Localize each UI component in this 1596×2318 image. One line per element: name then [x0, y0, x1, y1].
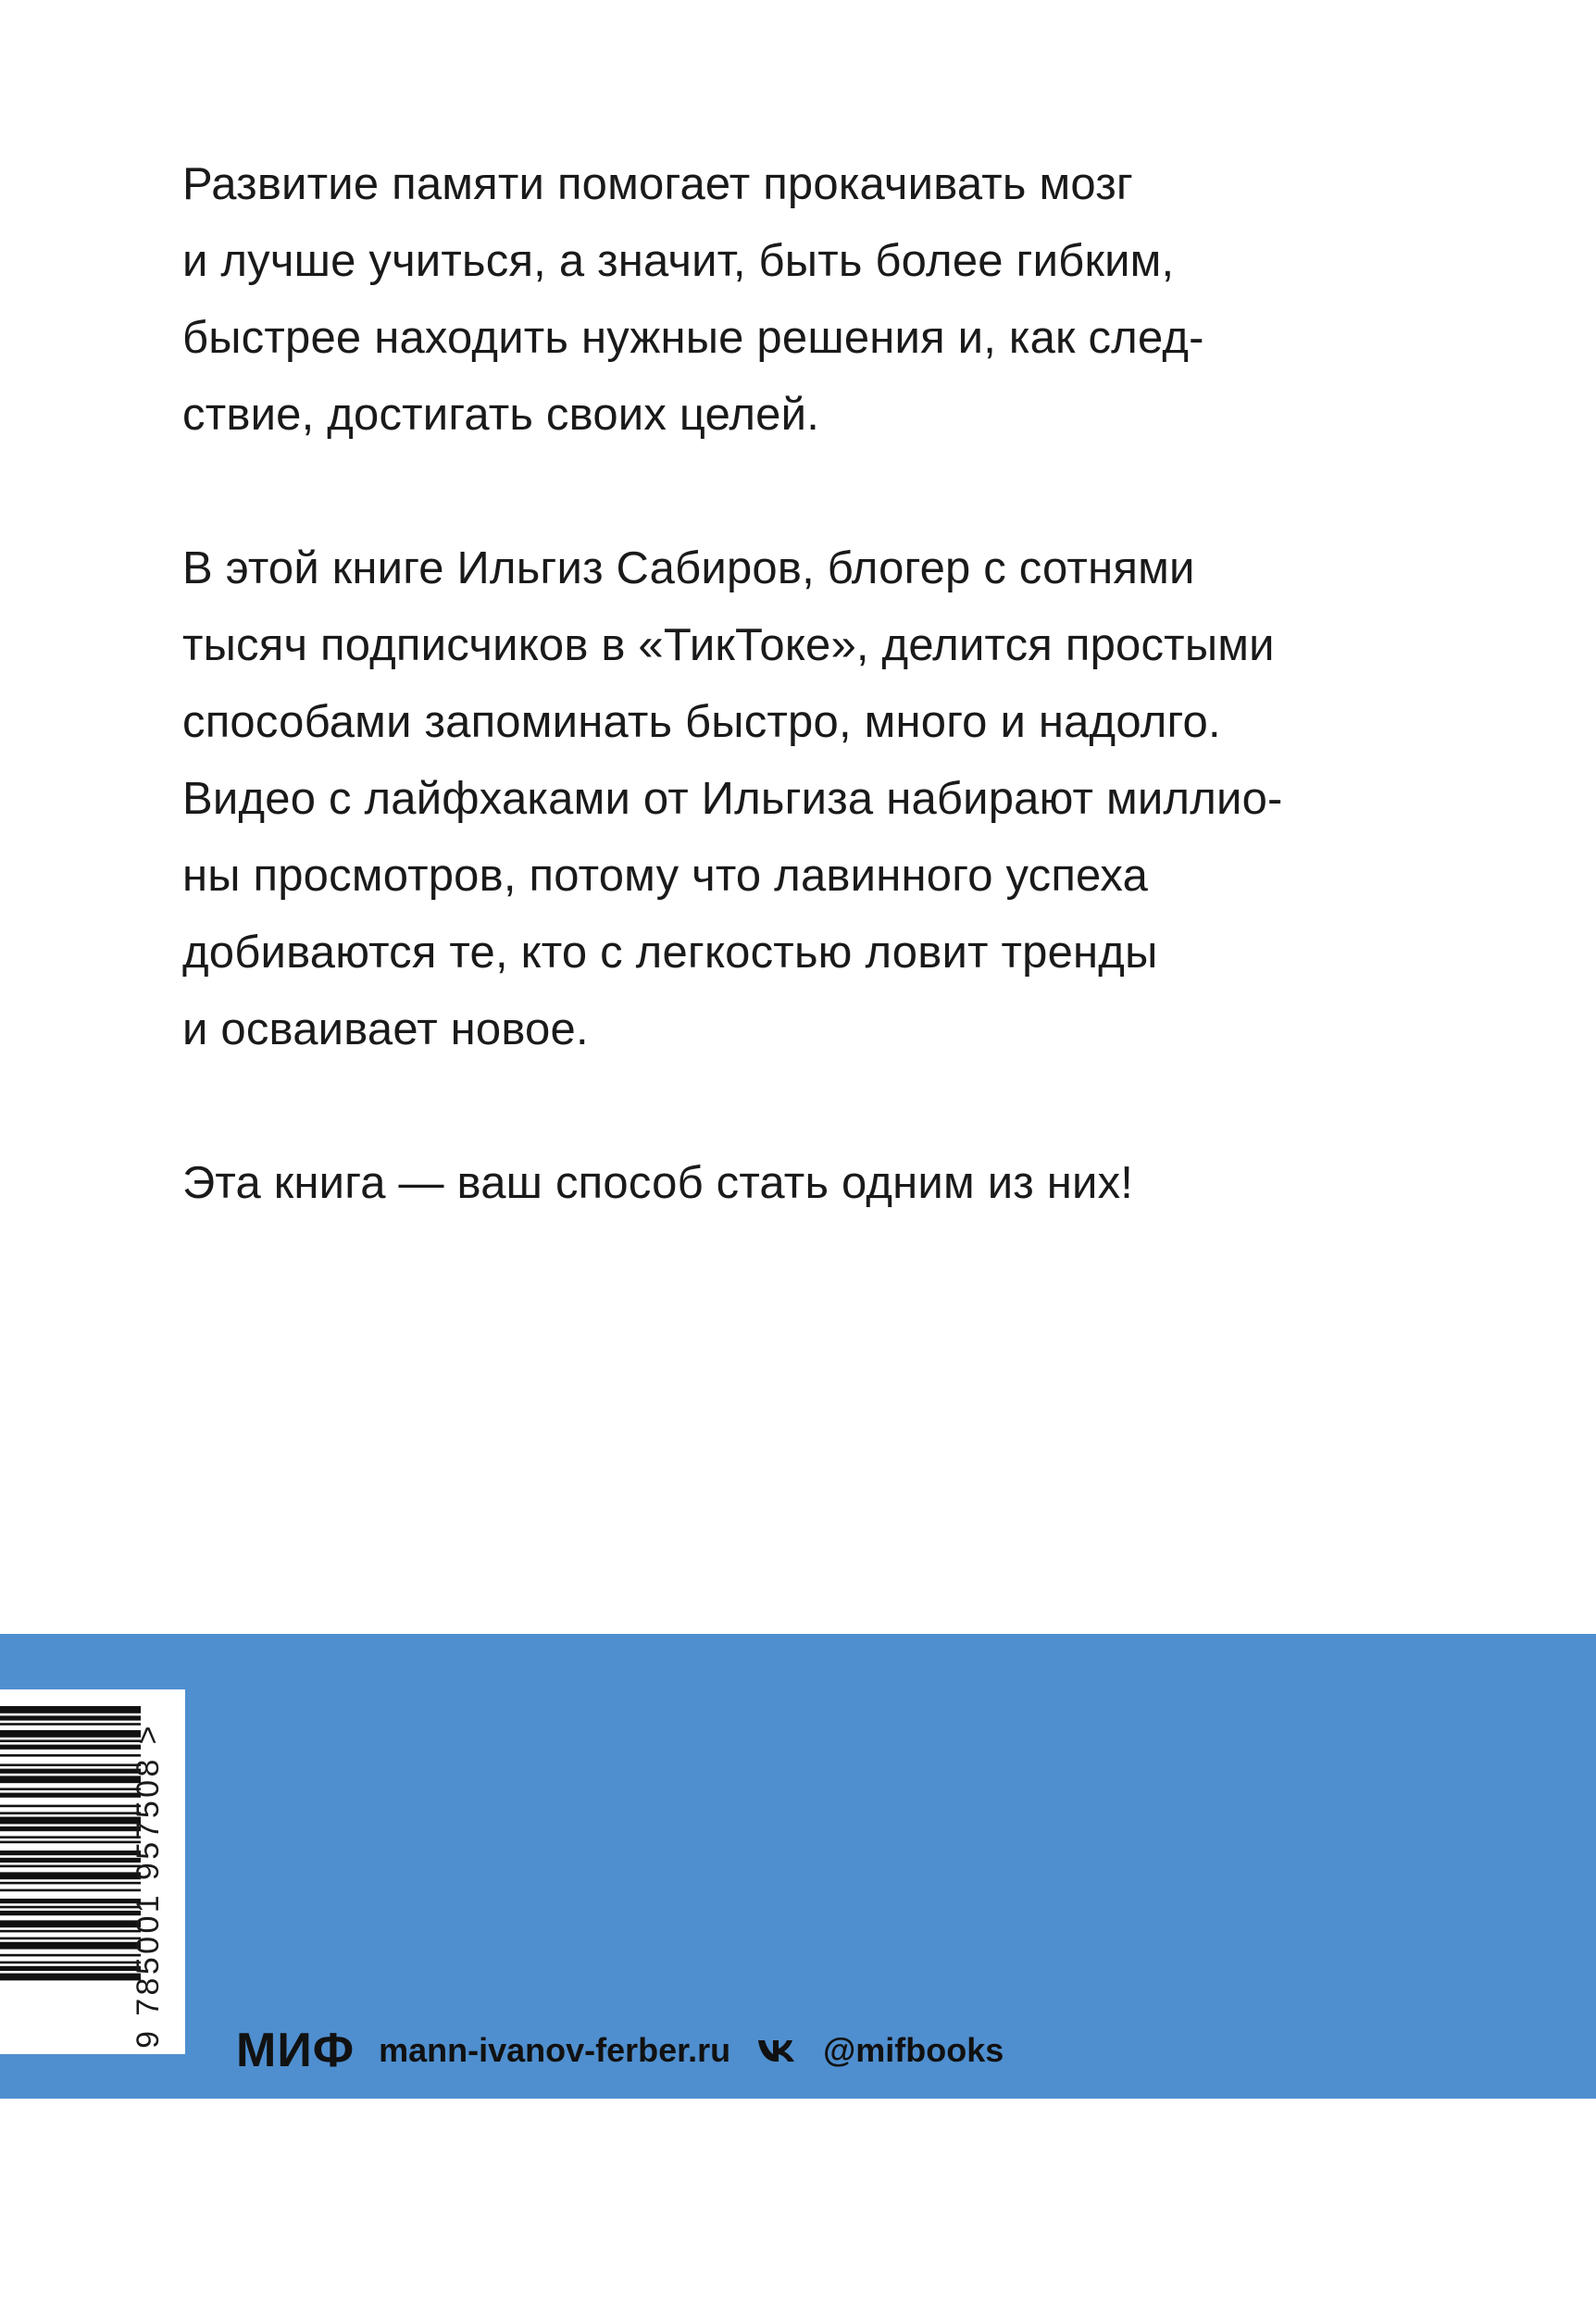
barcode-bar [0, 1793, 141, 1798]
barcode-bar [0, 1858, 141, 1863]
barcode-bar [0, 1776, 141, 1783]
text-line: Развитие памяти помогает прокачивать мозг [182, 159, 1133, 209]
cover-blurb [182, 146, 1414, 1299]
vk-icon-glyph [756, 2038, 797, 2063]
barcode-bar [0, 1865, 141, 1868]
text-line: В этой книге Ильгиз Сабиров, блогер с сотнями [182, 543, 1195, 593]
publisher-logo: МИФ [236, 2024, 355, 2077]
barcode-bar [0, 1872, 141, 1879]
barcode-bar [0, 1715, 141, 1720]
text-line: ны просмотров, потому что лавинного успеха [182, 851, 1149, 901]
text-line: быстрее находить нужные решения и, как след- [182, 313, 1204, 363]
text-line: ствие, достигать своих целей. [182, 390, 820, 440]
barcode-bar [0, 1920, 141, 1927]
barcode-bar [0, 1942, 141, 1950]
barcode-bar [0, 1911, 141, 1915]
barcode-bar [0, 1836, 141, 1838]
blurb-paragraph-3 [182, 1145, 1414, 1222]
social-handle[interactable]: @mifbooks [823, 2031, 1004, 2069]
barcode-bar [0, 1826, 141, 1831]
isbn-number: 9 785001 957508 > [131, 1723, 166, 2049]
barcode-bar [0, 1730, 141, 1738]
barcode-bar [0, 1930, 141, 1933]
blurb-paragraph-2 [182, 530, 1414, 1068]
barcode-bar [0, 1745, 141, 1750]
barcode-bar [0, 1812, 141, 1814]
barcode-bar [0, 1851, 141, 1855]
barcode-bar [0, 1966, 141, 1971]
barcode-bar [0, 1769, 141, 1774]
barcode-bar [0, 1754, 141, 1757]
barcode-bar [0, 1739, 141, 1742]
barcode-bar [0, 1706, 141, 1714]
barcode-bar [0, 1817, 141, 1825]
barcode-bar [0, 1805, 141, 1808]
text-line: добиваются те, кто с легкостью ловит тренды [182, 928, 1158, 978]
barcode-bar [0, 1723, 141, 1726]
barcode-bar [0, 1954, 141, 1957]
barcode-bar [0, 1788, 141, 1790]
barcode-bar [0, 1906, 141, 1909]
text-line: Эта книга — ваш способ стать одним из них! [182, 1158, 1134, 1208]
barcode-bar [0, 1938, 141, 1940]
barcode-bar [0, 1889, 141, 1892]
website-link[interactable]: mann-ivanov-ferber.ru [379, 2031, 731, 2069]
barcode-bar [0, 1882, 141, 1885]
barcode-bar [0, 1974, 141, 1981]
publisher-info [236, 2023, 1004, 2078]
text-line: и осваивает новое. [182, 1004, 589, 1054]
text-line: тысяч подписчиков в «ТикТоке», делится простыми [182, 620, 1275, 670]
publisher-band [0, 1634, 1596, 2099]
text-line: способами запоминать быстро, много и надолго. [182, 697, 1221, 747]
barcode-bar [0, 1841, 141, 1844]
text-line: Видео с лайфхаками от Ильгиза набирают миллио- [182, 774, 1283, 824]
text-line: и лучше учиться, а значит, быть более гибким, [182, 236, 1175, 286]
barcode-bar [0, 1763, 141, 1766]
isbn-barcode [0, 1689, 185, 2054]
vk-icon[interactable] [756, 2038, 797, 2063]
barcode-bar [0, 1962, 141, 1964]
barcode-bar [0, 1899, 141, 1903]
blurb-paragraph-1 [182, 146, 1414, 454]
